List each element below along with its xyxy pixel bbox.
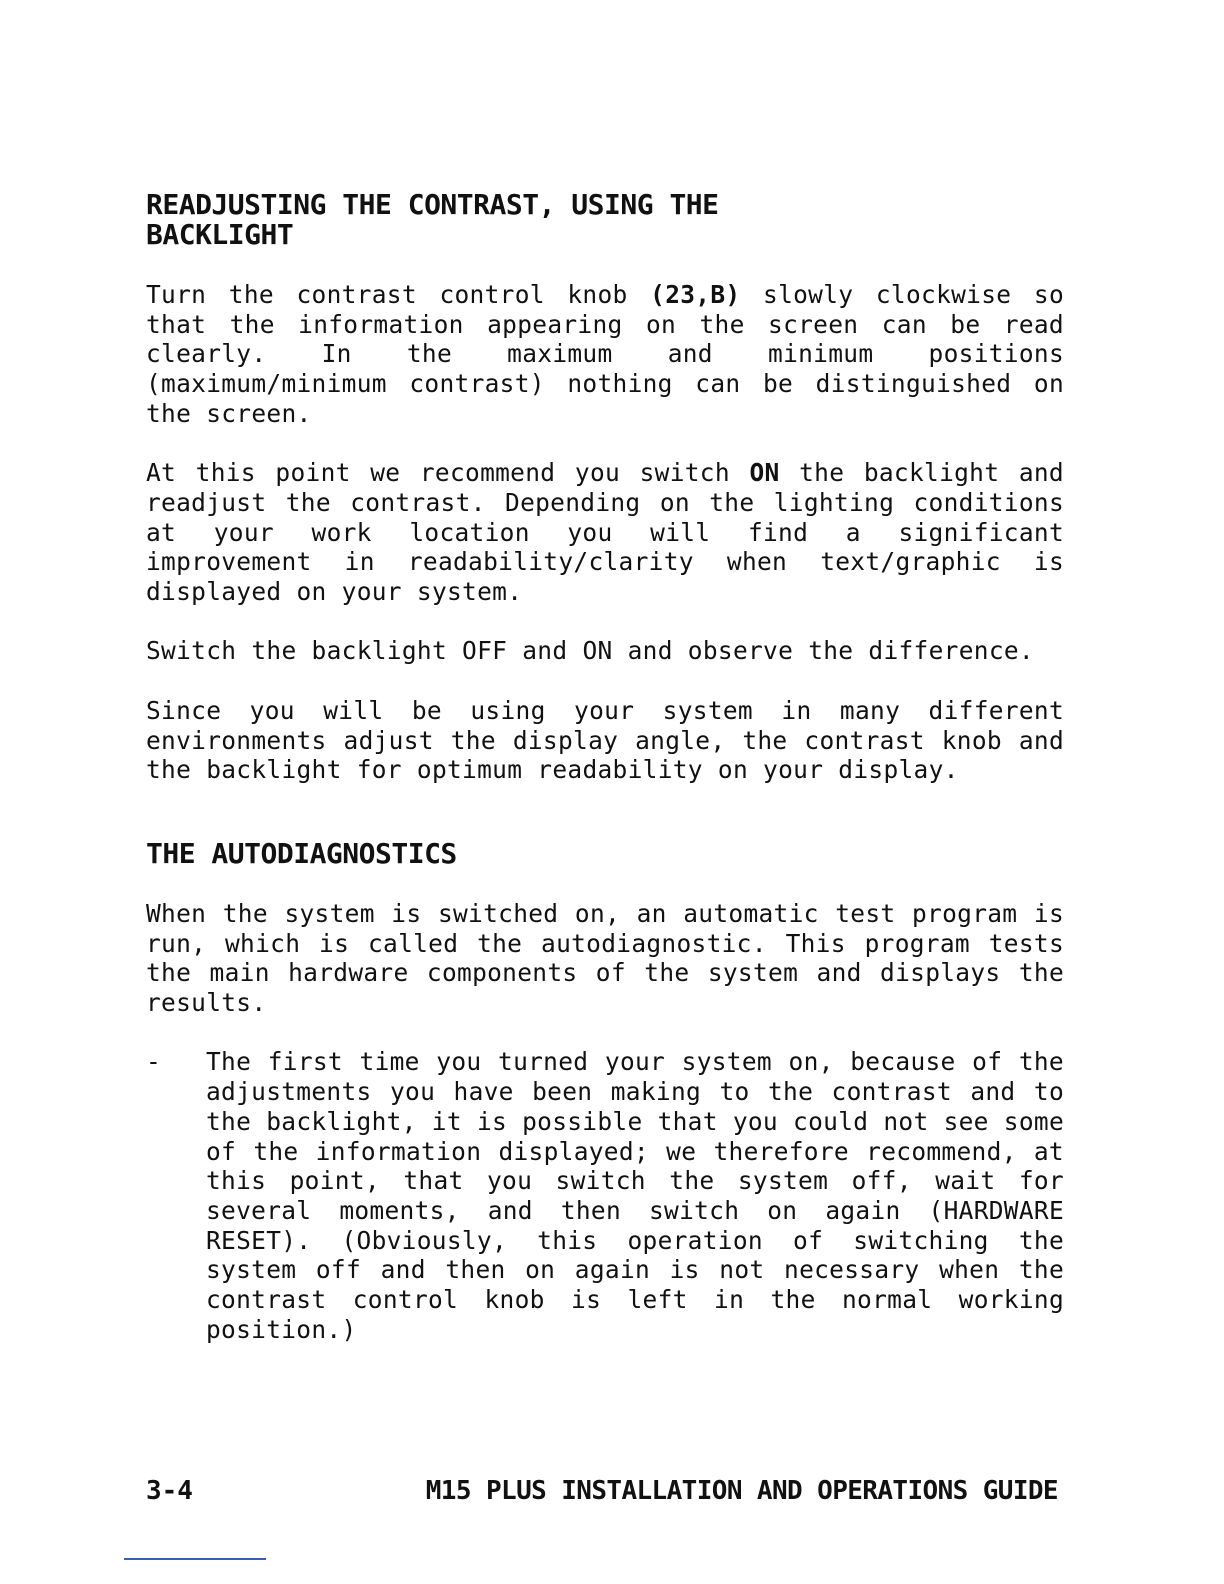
page-content (146, 190, 1064, 1344)
paragraph-contrast-knob (146, 280, 1064, 429)
on-emphasis: ON (749, 458, 780, 488)
footer-rule (124, 1558, 266, 1560)
paragraph-environments: Since you will be using your system in many different environments adjust the display angle, the contrast knob and the backlight for optimum readability on your display. (146, 695, 1064, 785)
guide-title: M15 PLUS INSTALLATION AND OPERATIONS GUIDE (425, 1476, 1058, 1506)
bullet-text: The first time you turned your system on, because of the adjustments you have been making to the contrast and to the backlight, it is possible that you could not see some of the information displayed; we therefore recommend, at this point, that you switch the system off, wait for several moments, and then switch on again (HARDWARE RESET). (Obviously, this operation of switching the system off and then on again is not necessary when the contrast control knob is left in the normal working position.) (206, 1047, 1064, 1344)
text-span: the backlight and readjust the contrast. Depending on the lighting conditions at your work location you will find a significant improvement in readability/clarity when text/graphic is displayed on your system. (146, 458, 1064, 607)
paragraph-backlight-recommend (146, 458, 1064, 607)
paragraph-backlight-toggle: Switch the backlight OFF and ON and observe the difference. (146, 636, 1034, 666)
text-span: At this point we recommend you switch (146, 458, 750, 488)
paragraph-autodiagnostic: When the system is switched on, an automatic test program is run, which is called the autodiagnostic. This program tests the main hardware components of the system and displays the results. (146, 898, 1064, 1018)
knob-reference: (23,B) (650, 280, 741, 309)
text-span: slowly clockwise so that the information appearing on the screen can be read clearly. In the maximum and minimum positions (maximum/minimum contrast) nothing can be distinguished on the screen. (146, 280, 1064, 428)
list-item (146, 1047, 1064, 1344)
bullet-dash: - (146, 1047, 161, 1077)
section-heading-autodiagnostics: THE AUTODIAGNOSTICS (146, 836, 457, 870)
page-number: 3-4 (146, 1476, 193, 1506)
text-span: Turn the contrast control knob (146, 280, 651, 309)
heading-line-1: READJUSTING THE CONTRAST, USING THE (146, 188, 719, 221)
section-heading-contrast (146, 190, 1064, 250)
heading-line-2: BACKLIGHT (146, 218, 294, 251)
